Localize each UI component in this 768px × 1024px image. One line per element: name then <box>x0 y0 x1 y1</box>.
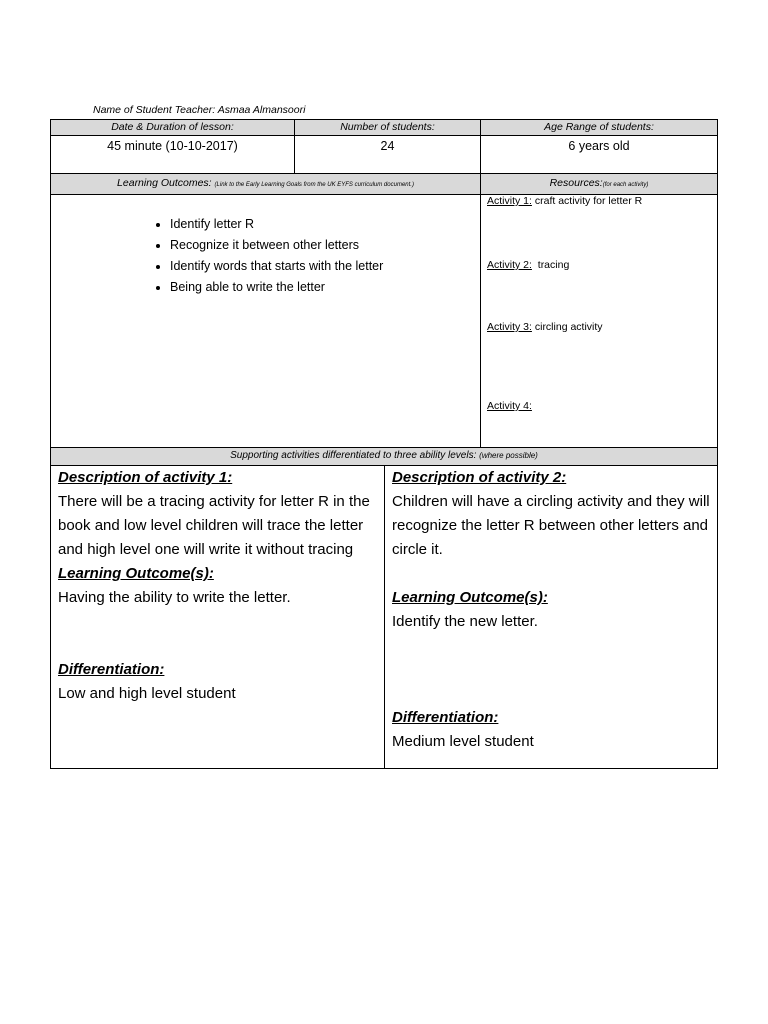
date-duration-label: Date & Duration of lesson: <box>111 121 234 133</box>
resource-activity-4 <box>487 400 532 412</box>
activity-2-outcome-label: Learning Outcome(s): <box>392 589 548 606</box>
resource-activity-text: circling activity <box>531 321 603 333</box>
activity-2-differentiation: Medium level student <box>392 733 534 750</box>
learning-outcomes-label: Learning Outcomes: <box>117 177 212 189</box>
resource-activity-key: Activity 3: <box>487 321 532 333</box>
number-of-students-label: Number of students: <box>340 121 435 133</box>
resources-header <box>480 173 718 195</box>
activity-2-cell <box>384 465 718 769</box>
age-range-label: Age Range of students: <box>544 121 654 133</box>
number-of-students-cell <box>294 135 481 174</box>
resource-activity-2 <box>487 259 569 271</box>
resource-activity-text: craft activity for letter R <box>531 195 643 207</box>
supporting-activities-label: Supporting activities differentiated to three ability levels: <box>230 450 477 461</box>
activity-1-outcome-label: Learning Outcome(s): <box>58 565 214 582</box>
date-duration-cell <box>50 135 295 174</box>
activity-1-cell <box>50 465 385 769</box>
activity-2-title: Description of activity 2: <box>392 469 567 486</box>
learning-outcomes-header <box>50 173 481 195</box>
resource-activity-1 <box>487 195 642 207</box>
activity-1-outcome: Having the ability to write the letter. <box>58 589 291 606</box>
date-duration-header <box>50 119 295 136</box>
activity-2-differentiation-label: Differentiation: <box>392 709 499 726</box>
student-teacher-name: Name of Student Teacher: Asmaa Almansoori <box>93 104 306 116</box>
supporting-activities-note: (where possible) <box>479 451 538 460</box>
number-of-students-value: 24 <box>380 139 395 153</box>
learning-outcome-item: • Identify letter R <box>170 214 383 235</box>
number-of-students-header <box>294 119 481 136</box>
activity-1-differentiation-label: Differentiation: <box>58 661 165 678</box>
supporting-activities-header <box>50 447 718 466</box>
resource-activity-key: Activity 1: <box>487 195 532 207</box>
resource-activity-text: tracing <box>531 259 570 271</box>
activity-2-description: Children will have a circling activity and they will recognize the letter R between other letters and circle it. <box>392 493 710 558</box>
resources-label: Resources: <box>549 177 603 189</box>
learning-outcome-item: • Being able to write the letter <box>170 277 383 298</box>
resources-note: (for each activity) <box>602 182 649 188</box>
resource-activity-3 <box>487 321 603 333</box>
learning-outcome-item: • Recognize it between other letters <box>170 235 383 256</box>
age-range-header <box>480 119 718 136</box>
age-range-cell <box>480 135 718 174</box>
resource-activity-key: Activity 4: <box>487 400 532 412</box>
age-range-value: 6 years old <box>568 139 630 153</box>
learning-outcomes-note: (Link to the Early Learning Goals from the UK EYFS curriculum document.) <box>214 182 414 188</box>
learning-outcome-item: • Identify words that starts with the letter <box>170 256 383 277</box>
activity-1-title: Description of activity 1: <box>58 469 233 486</box>
activity-1-differentiation: Low and high level student <box>58 685 236 702</box>
learning-outcomes-list <box>148 214 383 298</box>
date-duration-value: 45 minute (10-10-2017) <box>107 139 238 153</box>
resource-activity-key: Activity 2: <box>487 259 532 271</box>
activity-1-description: There will be a tracing activity for letter R in the book and low level children will trace the letter and high level one will write it without tracing <box>58 493 370 558</box>
activity-2-outcome: Identify the new letter. <box>392 613 538 630</box>
